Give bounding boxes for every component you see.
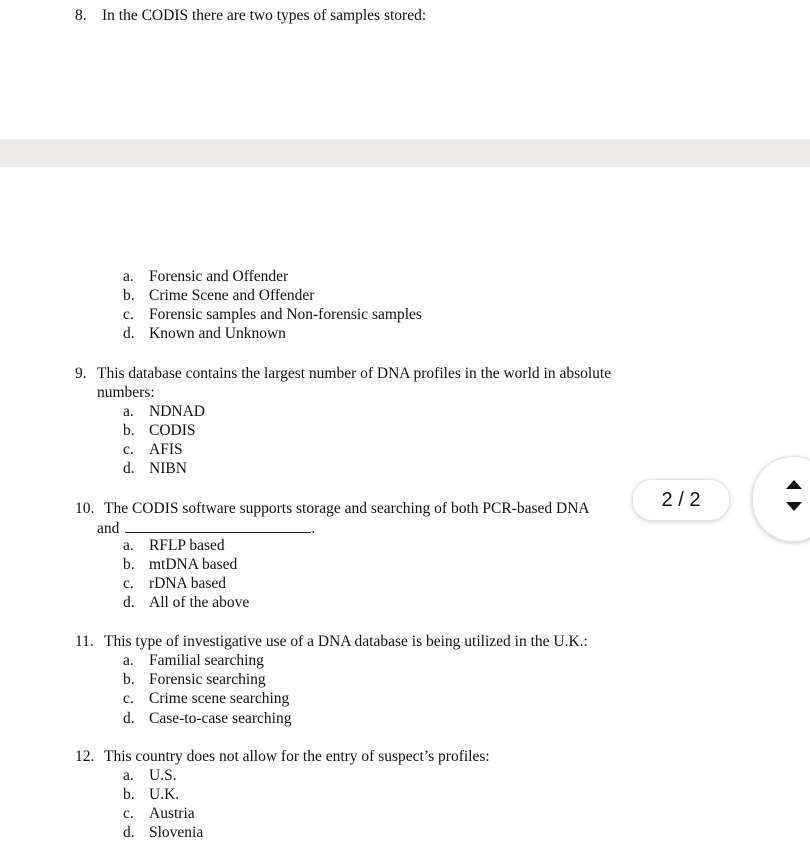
question-number: 9. bbox=[75, 365, 87, 382]
question-text: The CODIS software supports storage and searching of both PCR-based DNA bbox=[104, 500, 590, 517]
question-text: This country does not allow for the entry of suspect’s profiles: bbox=[104, 748, 490, 765]
up-arrow-icon[interactable] bbox=[786, 480, 802, 489]
question-text: In the CODIS there are two types of samples stored: bbox=[102, 7, 427, 24]
option-b: b. U.K. bbox=[123, 786, 180, 803]
question-number: 8. bbox=[75, 7, 87, 24]
page-separator bbox=[0, 139, 810, 167]
question-number: 11. bbox=[75, 633, 94, 650]
question-text-continued: numbers: bbox=[97, 384, 155, 401]
option-b: b. Forensic searching bbox=[123, 671, 266, 688]
option-d: d. Case-to-case searching bbox=[123, 710, 292, 727]
option-b: b. Crime Scene and Offender bbox=[123, 287, 315, 304]
question-number: 12. bbox=[75, 748, 95, 765]
page-indicator: 2 / 2 bbox=[632, 479, 730, 521]
page-scroll-button[interactable] bbox=[752, 456, 810, 542]
question-text: This database contains the largest number of DNA profiles in the world in absolute bbox=[97, 365, 612, 382]
option-c: c. AFIS bbox=[123, 441, 183, 458]
option-d: d. NIBN bbox=[123, 460, 187, 477]
option-d: d. All of the above bbox=[123, 594, 250, 611]
option-b: b. mtDNA based bbox=[123, 556, 238, 573]
answer-blank bbox=[125, 518, 311, 533]
option-a: a. U.S. bbox=[123, 767, 177, 784]
down-arrow-icon[interactable] bbox=[786, 502, 802, 511]
option-d: d. Slovenia bbox=[123, 824, 204, 841]
question-text: This type of investigative use of a DNA database is being utilized in the U.K.: bbox=[104, 633, 588, 650]
option-c: c. Crime scene searching bbox=[123, 690, 290, 707]
option-c: c. Austria bbox=[123, 805, 195, 822]
option-b: b. CODIS bbox=[123, 422, 196, 439]
option-d: d. Known and Unknown bbox=[123, 325, 286, 342]
option-a: a. RFLP based bbox=[123, 537, 225, 554]
option-c: c. rDNA based bbox=[123, 575, 227, 592]
option-a: a. NDNAD bbox=[123, 403, 205, 420]
question-number: 10. bbox=[75, 500, 95, 517]
question-text-continued: and . bbox=[97, 520, 316, 537]
option-a: a. Familial searching bbox=[123, 652, 264, 669]
option-c: c. Forensic samples and Non-forensic samples bbox=[123, 306, 422, 323]
option-a: a. Forensic and Offender bbox=[123, 268, 289, 285]
